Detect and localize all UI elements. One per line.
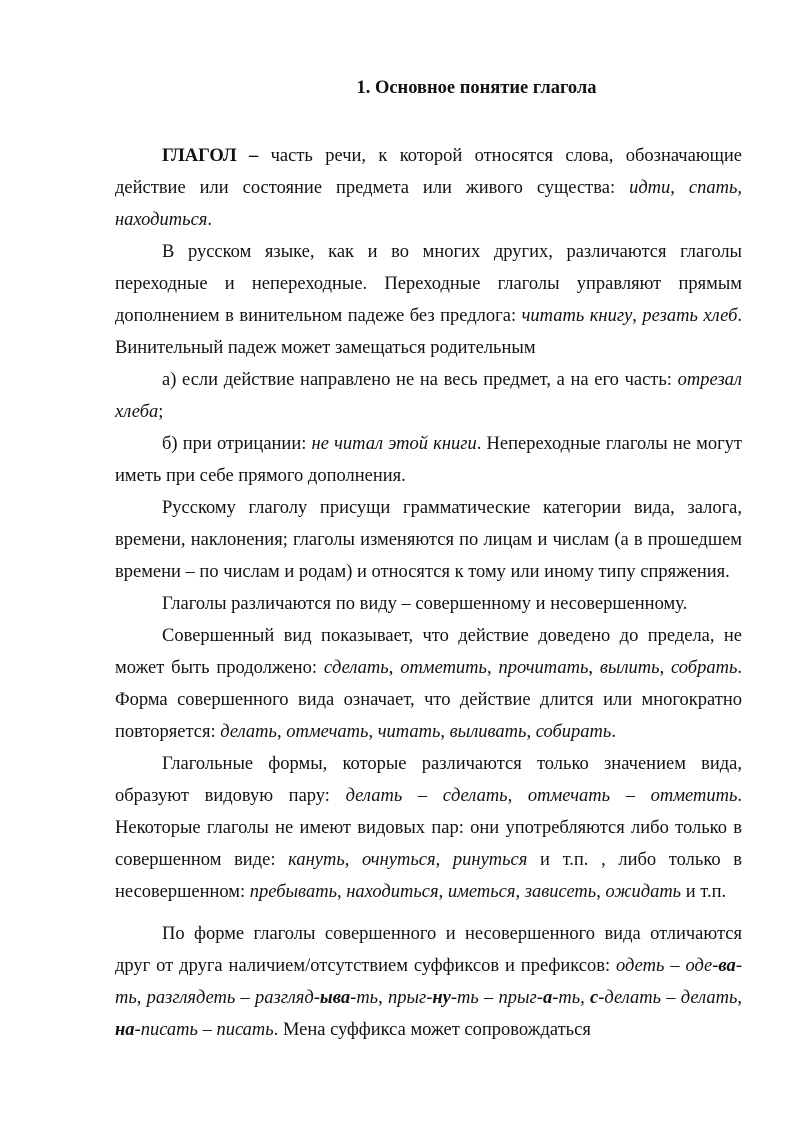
- paragraph-definition: ГЛАГОЛ – часть речи, к которой относятся слова, обозначающие действие или состояние предмета или живого существа: идти, спать, находиться.: [115, 146, 743, 230]
- paragraph-aspect-pairs: Глагольные формы, которые различаются только значением вида, образуют видовую пару: делать – сделать, отмечать – отметить. Некоторые глаголы не имеют видовых пар: они употребляются либо только в совершенном виде: кануть, очнуться, ринуться и т.п. , либо только в несовершенном: пребывать, находиться, иметься, зависеть, ожидать и т.п.: [115, 754, 743, 902]
- paragraph-aspect: Глаголы различаются по виду – совершенному и несовершенному.: [162, 594, 688, 614]
- paragraph-affixes: По форме глаголы совершенного и несовершенного вида отличаются друг от друга наличием/отсутствием суффиксов и префиксов: одеть – оде-ва-ть, разглядеть – разгляд-ыва-ть, прыг-ну-ть – прыг-а-ть, с-делать – делать, на-писать – писать. Мена суффикса может сопровождаться: [115, 924, 743, 1040]
- term-glagol: ГЛАГОЛ –: [162, 146, 259, 166]
- paragraph-case-b: б) при отрицании: не читал этой книги. Непереходные глаголы не могут иметь при себе прямого дополнения.: [115, 434, 742, 486]
- page-title: 1. Основное понятие глагола: [356, 78, 597, 98]
- paragraph-case-a: а) если действие направлено не на весь предмет, а на его часть: отрезал хлеба;: [115, 370, 742, 422]
- paragraph-categories: Русскому глаголу присущи грамматические категории вида, залога, времени, наклонения; глаголы изменяются по лицам и числам (а в прошедшем времени – по числам и родам) и относятся к тому или иному типу спряжения.: [115, 498, 742, 582]
- paragraph-transitive: В русском языке, как и во многих других, различаются глаголы переходные и непереходные. Переходные глаголы управляют прямым дополнением в винительном падеже без предлога: читать книгу, резать хлеб. Винительный падеж может замещаться родительным: [115, 242, 743, 358]
- paragraph-perfective: Совершенный вид показывает, что действие доведено до предела, не может быть продолжено: сделать, отметить, прочитать, вылить, собрать. Форма совершенного вида означает, что действие длится или многократно повторяется: делать, отмечать, читать, выливать, собирать.: [115, 626, 743, 742]
- document-page: [115, 60, 742, 1046]
